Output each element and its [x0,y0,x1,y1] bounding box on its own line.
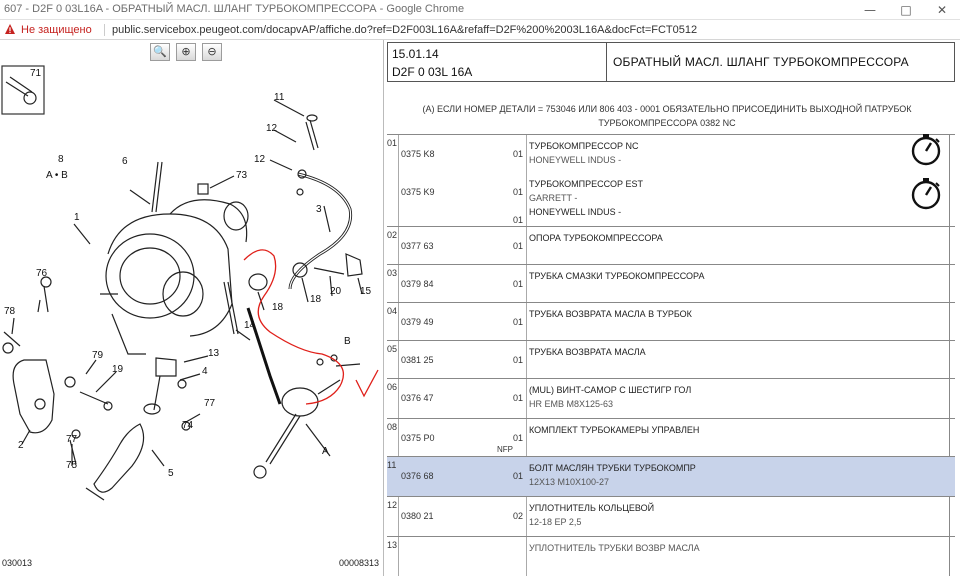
diagram-ref-right: 00008313 [338,558,379,568]
header-title-box [607,42,955,82]
part-description: HONEYWELL INDUS - [529,155,622,165]
table-row[interactable] [387,134,955,226]
part-description: ОПОРА ТУРБОКОМПРЕССОРА [529,233,663,243]
callout-6: 6 [122,156,128,167]
part-quantity: 01 [513,433,524,443]
table-row[interactable] [387,378,955,418]
callout-4: 4 [202,366,208,377]
part-quantity: 01 [513,471,524,481]
callout-13: 13 [208,348,220,359]
part-quantity: 01 [513,355,524,365]
callout-18b: 18 [310,294,322,305]
row-index: 01 [387,138,398,148]
close-icon[interactable]: ✕ [936,3,948,17]
part-description: БОЛТ МАСЛЯН ТРУБКИ ТУРБОКОМПР [529,463,696,473]
part-description: УПЛОТНИТЕЛЬ ТРУБКИ ВОЗВР МАСЛА [529,543,700,553]
assembly-note: (A) ЕСЛИ НОМЕР ДЕТАЛИ = 753046 ИЛИ 806 403 - 0001 ОБЯЗАТЕЛЬНО ПРИСОЕДИНИТЬ ВЫХОДНОЙ ПАТРУБОК ТУРБОКОМПРЕССОРА 0382 NC [422,104,912,128]
security-label[interactable]: Не защищено [21,24,92,36]
diagram-pane [0,40,384,576]
part-description: HONEYWELL INDUS - [529,207,622,217]
row-index: 13 [387,540,398,550]
table-row[interactable] [387,226,955,264]
header-date: 15.01.14 [392,47,439,61]
find-icon[interactable]: 🔍 [150,43,170,61]
part-number[interactable]: 0376 68 [401,471,434,481]
row-index: 03 [387,268,398,278]
stopwatch-icon[interactable] [909,132,943,166]
part-quantity: 01 [513,241,524,251]
window-title: 607 - D2F 0 03L16A - ОБРАТНЫЙ МАСЛ. ШЛАНГ ТУРБОКОМПРЕССОРА - Google Chrome [4,3,465,15]
callout-b: B [344,336,351,347]
page-title: ОБРАТНЫЙ МАСЛ. ШЛАНГ ТУРБОКОМПРЕССОРА [613,55,909,69]
nfp-marker: NFP [497,445,513,454]
callout-1: 1 [74,212,80,223]
minimize-icon[interactable]: — [864,3,876,17]
diagram-ref-left: 030013 [2,558,33,568]
row-index: 05 [387,344,398,354]
part-number[interactable]: 0380 21 [401,511,434,521]
part-description: ТРУБКА ВОЗВРАТА МАСЛА [529,347,646,357]
zoom-in-icon[interactable]: ⊕ [176,43,196,61]
callout-12b: 12 [254,154,266,165]
callout-2: 2 [18,440,24,451]
callout-14: 14 [244,320,256,331]
callout-73: 73 [236,170,248,181]
callout-8: 8 [58,154,64,165]
callout-3: 3 [316,204,322,215]
part-quantity: 02 [513,511,524,521]
callout-11: 11 [274,92,285,103]
part-description: ТРУБКА СМАЗКИ ТУРБОКОМПРЕССОРА [529,271,705,281]
callout-18a: 18 [272,302,284,313]
callout-79: 79 [92,350,104,361]
part-quantity: 01 [513,215,524,225]
header-code: D2F 0 03L 16A [392,65,473,79]
part-number[interactable]: 0381 25 [401,355,434,365]
table-row[interactable] [387,496,955,536]
part-number[interactable]: 0375 P0 [401,433,435,443]
callout-77a: 77 [204,398,216,409]
window-title-bar [0,0,960,20]
part-description: 12-18 EP 2,5 [529,517,582,527]
part-quantity: 01 [513,187,524,197]
table-row[interactable] [387,456,955,496]
row-index: 11 [387,460,397,470]
table-row[interactable] [387,264,955,302]
row-index: 12 [387,500,398,510]
part-description: HR EMB M8X125-63 [529,399,614,409]
callout-5: 5 [168,468,174,479]
stopwatch-icon[interactable] [909,176,943,210]
url-field[interactable]: public.servicebox.peugeot.com/docapvAP/affiche.do?ref=D2F003L16A&refaff=D2F%200%2003L16A&docFct=FCT0512 [112,24,698,36]
row-index: 08 [387,422,398,432]
callout-12a: 12 [266,123,278,134]
part-quantity: 01 [513,279,524,289]
part-description: (MUL) ВИНТ-САМОР С ШЕСТИГР ГОЛ [529,385,692,395]
callout-75: 75 [66,460,78,471]
callout-a-b: A • B [46,170,68,181]
part-description: 12X13 M10X100-27 [529,477,610,487]
table-row[interactable] [387,536,955,574]
divider [104,24,105,36]
address-bar[interactable] [0,20,960,40]
parts-list-pane [385,40,960,576]
zoom-out-icon[interactable]: ⊖ [202,43,222,61]
part-description: ТУРБОКОМПРЕССОР NC [529,141,639,151]
part-quantity: 01 [513,393,524,403]
row-index: 02 [387,230,398,240]
part-number[interactable]: 0375 K9 [401,187,435,197]
callout-76: 76 [36,268,48,279]
table-row[interactable] [387,418,955,456]
part-description: КОМПЛЕКТ ТУРБОКАМЕРЫ УПРАВЛЕН [529,425,700,435]
row-index: 04 [387,306,398,316]
part-quantity: 01 [513,149,524,159]
part-quantity: 01 [513,317,524,327]
part-description: ТРУБКА ВОЗВРАТА МАСЛА В ТУРБОК [529,309,692,319]
callout-78: 78 [4,306,16,317]
callout-74: 74 [182,420,194,431]
exploded-parts-diagram [0,64,383,576]
part-number[interactable]: 0377 63 [401,241,434,251]
part-description: ТУРБОКОМПРЕССОР EST [529,179,643,189]
row-index: 06 [387,382,398,392]
part-number[interactable]: 0375 K8 [401,149,435,159]
callout-71: 71 [30,68,42,79]
part-number[interactable]: 0379 84 [401,279,434,289]
table-row[interactable] [387,302,955,340]
maximize-icon[interactable]: □ [900,3,912,17]
warning-icon [4,23,16,35]
callout-20: 20 [330,286,342,297]
callout-a: A [322,446,329,457]
table-row[interactable] [387,340,955,378]
part-number[interactable]: 0376 47 [401,393,434,403]
callout-77b: 77 [66,434,78,445]
callout-19: 19 [112,364,124,375]
part-number[interactable]: 0379 49 [401,317,434,327]
part-description: УПЛОТНИТЕЛЬ КОЛЬЦЕВОЙ [529,503,655,513]
header-info-box [387,42,607,82]
part-description: GARRETT - [529,193,578,203]
parts-table [387,134,955,574]
diagram-drawing [0,64,383,576]
callout-15: 15 [360,286,372,297]
